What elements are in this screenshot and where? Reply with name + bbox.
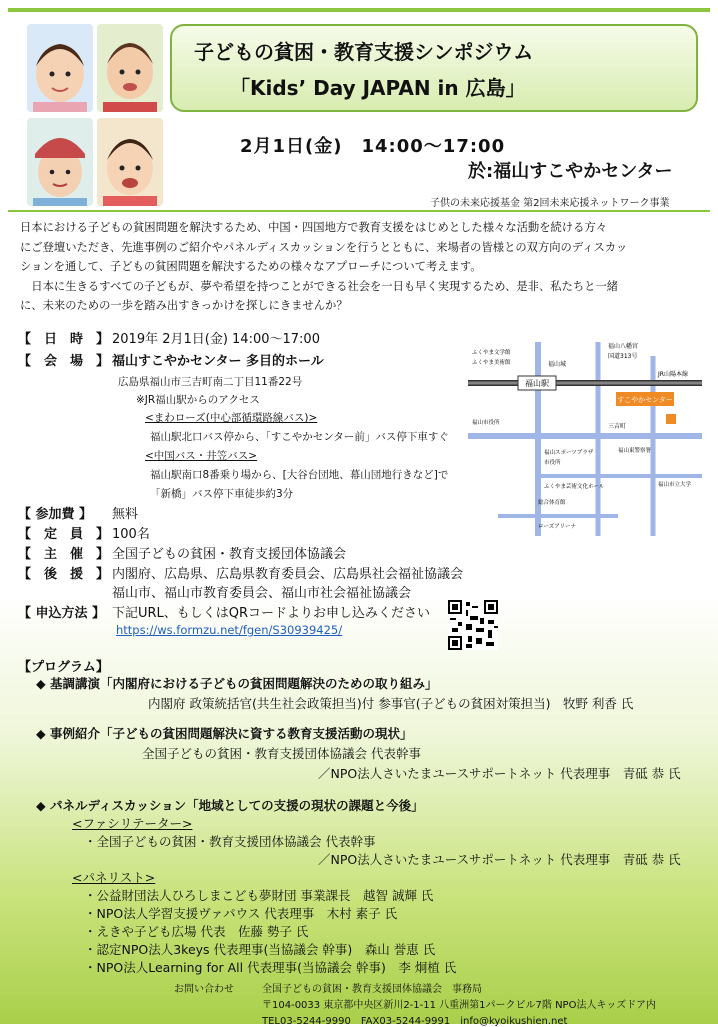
- datetime-label: 【 日 時 】: [18, 332, 110, 347]
- apply-label: 【 申込方法 】: [18, 606, 106, 621]
- detail-fee: [18, 503, 138, 522]
- svg-text:ローズアリーナ: ローズアリーナ: [538, 524, 577, 530]
- case-study-title: ◆ 事例紹介「子どもの貧困問題解決に資する教育支援活動の現状」: [36, 726, 413, 741]
- case-study-speaker-1: 全国子どもの貧困・教育支援団体協議会 代表幹事: [142, 746, 421, 761]
- access-map: [468, 336, 702, 538]
- map-station-label: 福山駅: [525, 379, 549, 388]
- bus1-description: 福山駅北口バス停から、「すこやかセンター前」バス停下車すぐ: [150, 431, 449, 443]
- intro-line: 日本における子どもの貧困問題を解決するため、中国・四国地方で教育支援をはじめとした様々な活動を続ける方々: [20, 221, 607, 234]
- support-value-1: 内閣府、広島県、広島県教育委員会、広島県社会福祉協議会: [112, 567, 464, 582]
- panel-title: ◆ パネルディスカッション「地域としての支援の現状の課題と今後」: [36, 798, 424, 813]
- detail-apply: [18, 602, 430, 621]
- section-divider: [8, 210, 710, 212]
- intro-line: 日本に生きるすべての子どもが、夢や希望を持つことができる社会を一日も早く実現するため、是非、私たちと一緒: [20, 279, 619, 293]
- panelist-header: <パネリスト>: [72, 870, 156, 885]
- apply-value: 下記URL、もしくはQRコードよりお申し込みください: [112, 606, 431, 621]
- child-photo-4: [97, 118, 163, 206]
- child-photo-3: [27, 118, 93, 206]
- keynote-title: ◆ 基調講演「内閣府における子どもの貧困問題解決のための取り組み」: [36, 676, 438, 691]
- svg-text:福山東警察署: 福山東警察署: [618, 448, 652, 454]
- panelist-item: ・NPO法人Learning for All 代表理事(当協議会 幹事) 李 炯植 氏: [84, 960, 457, 975]
- panelist-item: ・公益財団法人ひろしまこども夢財団 事業課長 越智 誠輝 氏: [84, 888, 434, 903]
- top-accent-line: [8, 8, 710, 12]
- sponsor-note: 子供の未来応援基金 第2回未来応援ネットワーク事業: [430, 198, 670, 209]
- map-center-label: すこやかセンター: [617, 396, 673, 404]
- intro-line: ションを通して、子どもの貧困問題を解決するための様々なアプローチについて考えます。: [20, 260, 482, 273]
- svg-text:福山市役所: 福山市役所: [472, 420, 500, 426]
- svg-text:ふくやま美術館: ふくやま美術館: [472, 360, 511, 366]
- capacity-value: 100名: [112, 527, 150, 542]
- svg-text:JR山陽本線: JR山陽本線: [658, 371, 688, 378]
- intro-line: にご登壇いただき、先進事例のご紹介やパネルディスカッションを行うとともに、来場者の皆様との双方向のディスカッ: [20, 240, 628, 254]
- fee-value: 無料: [112, 507, 139, 522]
- footer-contact-info: TEL03-5244-9990 FAX03-5244-9991 info@kyoikushien.net: [262, 1016, 568, 1027]
- child-photo-1: [27, 24, 93, 112]
- child-photo-2: [97, 24, 163, 112]
- svg-text:福山市立大学: 福山市立大学: [658, 482, 692, 488]
- fee-label: 【 参加費 】: [18, 507, 93, 522]
- panelist-item: ・えきや子ども広場 代表 佐藤 勢子 氏: [84, 924, 309, 939]
- case-study-speaker-2: ／NPO法人さいたまユースサポートネット 代表理事 青砥 恭 氏: [318, 766, 681, 781]
- host-value: 全国子どもの貧困・教育支援団体協議会: [112, 547, 347, 562]
- event-venue-header: 於:福山すこやかセンター: [468, 161, 673, 182]
- detail-host: [18, 543, 346, 562]
- detail-datetime: [18, 328, 320, 347]
- svg-text:総合体育館: 総合体育館: [538, 500, 566, 506]
- panelist-item: ・認定NPO法人3keys 代表理事(当協議会 幹事) 森山 誉恵 氏: [84, 942, 436, 957]
- facilitator-line-1: ・全国子どもの貧困・教育支援団体協議会 代表幹事: [84, 834, 376, 849]
- facilitator-line-2: ／NPO法人さいたまユースサポートネット 代表理事 青砥 恭 氏: [318, 852, 681, 867]
- panelist-item: ・NPO法人学習支援ヴァパウス 代表理事 木村 素子 氏: [84, 906, 398, 921]
- svg-text:福山八幡宮: 福山八幡宮: [608, 343, 639, 350]
- venue-address: 広島県福山市三吉町南二丁目11番22号: [118, 376, 303, 388]
- svg-text:福山城: 福山城: [548, 361, 567, 368]
- bus2-title: <中国バス・井笠バス>: [145, 450, 258, 462]
- host-label: 【 主 催 】: [18, 547, 110, 562]
- access-title: ※JR福山駅からのアクセス: [136, 394, 260, 406]
- support-label: 【 後 援 】: [18, 567, 110, 582]
- detail-capacity: [18, 523, 150, 542]
- bus1-title: <まわローズ(中心部循環路線バス)>: [145, 412, 318, 424]
- svg-text:市役所: 市役所: [544, 460, 561, 466]
- bus2-description-2: 「新橋」バス停下車徒歩約3分: [150, 488, 294, 500]
- svg-text:ふくやま文学館: ふくやま文学館: [472, 350, 511, 356]
- svg-text:福山スポーツプラザ: 福山スポーツプラザ: [544, 450, 594, 456]
- bus2-description-1: 福山駅南口8番乗り場から、[大谷台団地、幕山団地行きなど]で: [150, 469, 449, 481]
- children-photo-collage: [27, 24, 163, 206]
- venue-value: 福山すこやかセンター 多目的ホール: [112, 354, 324, 369]
- event-datetime-header: 2月1日(金) 14:00～17:00: [240, 136, 506, 157]
- program-header: 【プログラム】: [18, 660, 109, 675]
- application-url-link[interactable]: https://ws.formzu.net/fgen/S30939425/: [116, 623, 343, 637]
- title-banner: [170, 24, 698, 112]
- intro-text: [20, 218, 704, 316]
- capacity-label: 【 定 員 】: [18, 527, 110, 542]
- datetime-value: 2019年 2月1日(金) 14:00～17:00: [112, 332, 320, 347]
- footer-org: 全国子どもの貧困・教育支援団体協議会 事務局: [262, 984, 482, 995]
- event-subtitle: 「Kids’ Day JAPAN in 広島」: [230, 76, 526, 100]
- svg-text:三吉町: 三吉町: [608, 423, 627, 430]
- footer-label: お問い合わせ: [174, 984, 234, 995]
- intro-line: に、未来のための一歩を踏み出すきっかけを探しにきませんか？: [20, 299, 348, 312]
- venue-label: 【 会 場 】: [18, 354, 110, 369]
- detail-support-cont: [18, 582, 411, 601]
- footer-address: 〒104-0033 東京都中央区新川2-1-11 八重洲第1パークビル7階 NPO法人キッズドア内: [262, 1000, 656, 1011]
- support-value-2: 福山市、福山市教育委員会、福山市社会福祉協議会: [112, 586, 412, 601]
- detail-support: [18, 563, 463, 582]
- svg-text:ふくやま芸術文化ホール: ふくやま芸術文化ホール: [544, 484, 605, 490]
- event-title: 子どもの貧困・教育支援シンポジウム: [194, 40, 534, 64]
- keynote-speaker: 内閣府 政策統括官(共生社会政策担当)付 参事官(子どもの貧困対策担当) 牧野 利香 氏: [148, 696, 634, 711]
- facilitator-header: <ファシリテーター>: [72, 816, 193, 831]
- detail-venue: [18, 350, 324, 369]
- qr-code[interactable]: [448, 600, 498, 650]
- svg-text:国道313号: 国道313号: [608, 353, 638, 360]
